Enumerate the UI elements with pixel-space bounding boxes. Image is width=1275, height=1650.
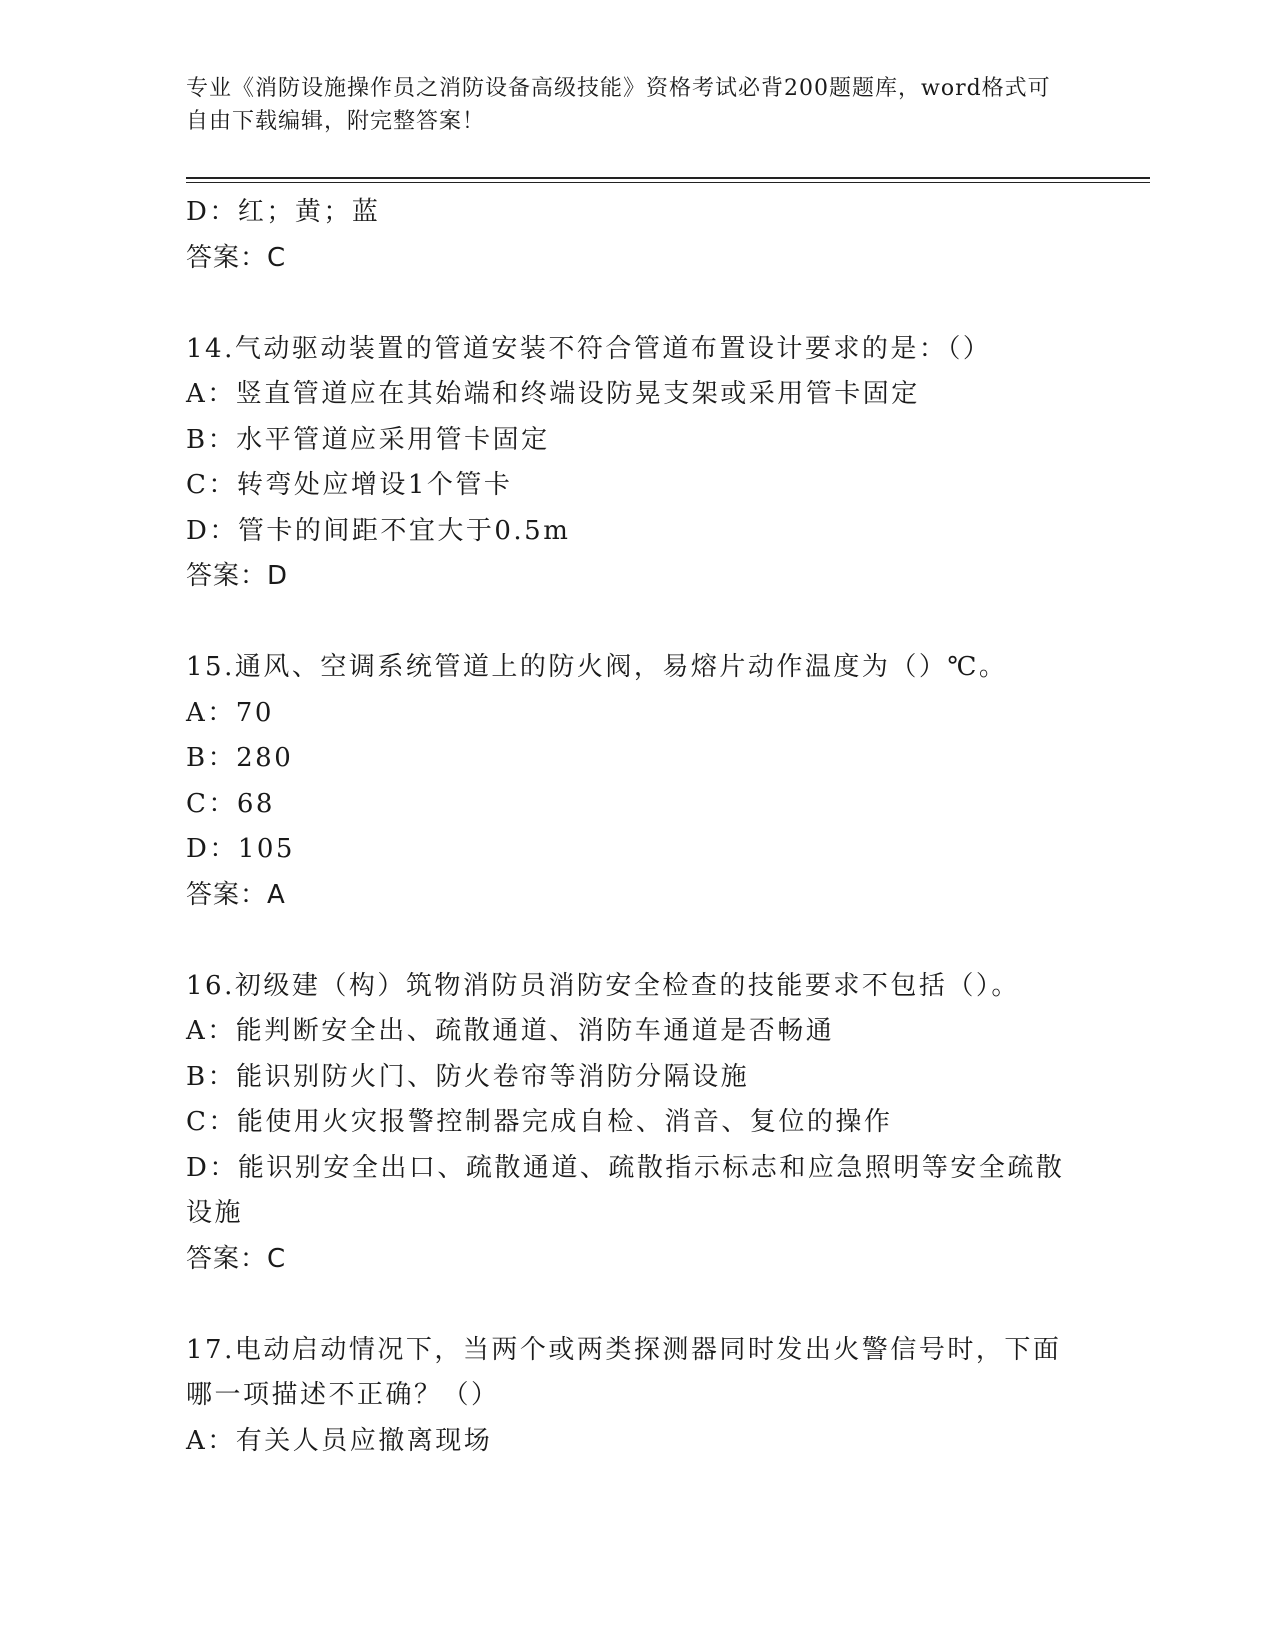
- question-15: [186, 645, 1086, 918]
- option-a: A：竖直管道应在其始端和终端设防晃支架或采用管卡固定: [186, 379, 920, 409]
- question-stem: 17.电动启动情况下，当两个或两类探测器同时发出火警信号时，下面哪一项描述不正确？（）: [186, 1334, 1062, 1410]
- option-c: C：68: [186, 788, 275, 819]
- option-d: D：红；黄；蓝: [186, 197, 381, 227]
- option-b: B：水平管道应采用管卡固定: [186, 424, 550, 455]
- option-d: D：管卡的间距不宜大于0.5m: [186, 515, 571, 546]
- question-stem: 16.初级建（构）筑物消防员消防安全检查的技能要求不包括（）。: [186, 970, 1020, 1001]
- document-header: [186, 72, 1066, 138]
- header-title: 专业《消防设施操作员之消防设备高级技能》资格考试必背200题题库，word格式可自由下载编辑，附完整答案！: [186, 76, 1051, 134]
- option-a: A：有关人员应撤离现场: [186, 1425, 493, 1456]
- spacer: [186, 281, 1086, 327]
- question-stem: 15.通风、空调系统管道上的防火阀，易熔片动作温度为（）℃。: [186, 652, 1008, 682]
- option-a: A：70: [186, 697, 274, 728]
- option-c: C：转弯处应增设1个管卡: [186, 470, 513, 500]
- spacer: [186, 1282, 1086, 1328]
- answer: 答案：D: [186, 561, 289, 591]
- answer: 答案：C: [186, 1243, 287, 1274]
- question-16: [186, 964, 1086, 1283]
- option-d: D：105: [186, 834, 295, 864]
- question-stem: 14.气动驱动装置的管道安装不符合管道布置设计要求的是：（）: [186, 333, 992, 364]
- option-c: C：能使用火灾报警控制器完成自检、消音、复位的操作: [186, 1107, 893, 1137]
- option-b: B：280: [186, 743, 294, 773]
- document-body: [186, 190, 1086, 1464]
- option-d: D：能识别安全出口、疏散通道、疏散指示标志和应急照明等安全疏散设施: [186, 1152, 1065, 1228]
- header-divider: [186, 177, 1150, 179]
- spacer: [186, 600, 1086, 646]
- option-a: A：能判断安全出、疏散通道、消防车通道是否畅通: [186, 1016, 835, 1046]
- question-17: [186, 1328, 1086, 1465]
- answer: 答案：A: [186, 879, 286, 910]
- question-14: [186, 327, 1086, 600]
- option-b: B：能识别防火门、防火卷帘等消防分隔设施: [186, 1061, 750, 1092]
- header-divider-thin: [186, 182, 1150, 183]
- spacer: [186, 918, 1086, 964]
- answer: 答案：C: [186, 242, 287, 273]
